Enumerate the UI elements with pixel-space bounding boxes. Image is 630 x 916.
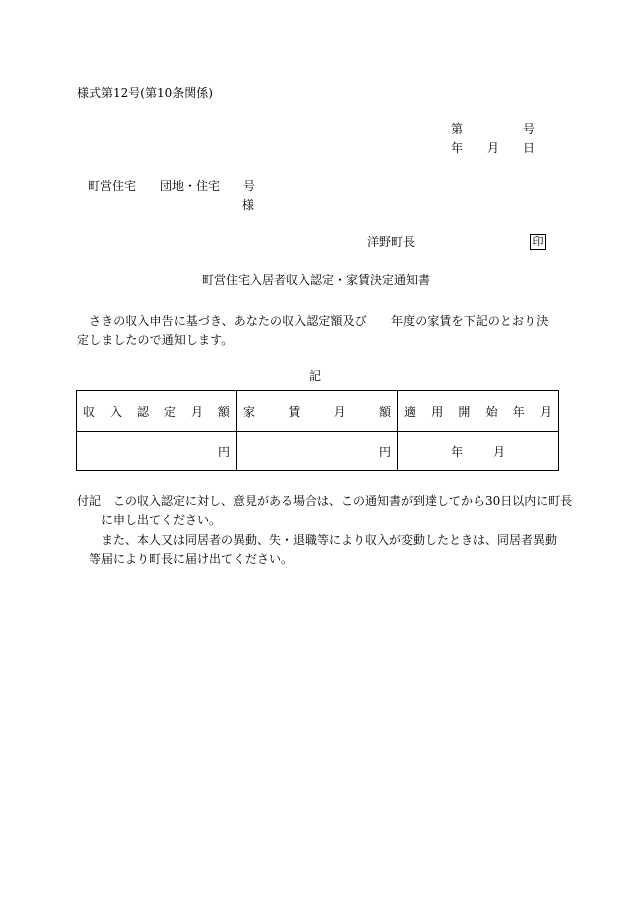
header-rent-amount-label <box>243 403 391 420</box>
date-month-label: 月 <box>487 141 500 155</box>
date-year-label: 年 <box>451 141 464 155</box>
header-income-amount-label <box>83 403 230 420</box>
start-month-unit: 月 <box>493 444 506 459</box>
document-number-suffix: 号 <box>523 122 536 136</box>
seal-mark: 印 <box>530 234 546 250</box>
header-income-amount <box>77 391 237 432</box>
form-number: 様式第12号(第10条関係) <box>77 86 213 100</box>
header-start-char: 年 <box>512 404 525 419</box>
header-start-char: 開 <box>458 404 471 419</box>
header-start-char: 用 <box>431 404 444 419</box>
addressee-honorific: 様 <box>242 198 255 212</box>
supplementary-note-line4: 等届により町長に届け出てください。 <box>89 552 294 566</box>
body-text: さきの収入申告に基づき、あなたの収入認定額及び 年度の家賃を下記のとおり決定しましたので通知します。 <box>77 314 549 347</box>
notice-table <box>76 390 559 471</box>
housing-complex: 団地・住宅 <box>160 179 221 193</box>
rent-yen-unit: 円 <box>378 444 391 459</box>
supplementary-note-line3: また、本人又は同居者の異動、失・退職等により収入が変動したときは、同居者異動 <box>101 533 558 547</box>
unit-number-suffix: 号 <box>243 179 256 193</box>
header-start-char: 始 <box>485 404 498 419</box>
housing-type: 町営住宅 <box>88 179 137 193</box>
rent-amount-cell[interactable] <box>237 432 398 471</box>
table-header-row <box>77 391 559 432</box>
header-income-char: 定 <box>163 404 176 419</box>
header-start-char: 月 <box>539 404 552 419</box>
start-year-unit: 年 <box>450 444 463 459</box>
income-amount-cell[interactable] <box>77 432 237 471</box>
header-income-char: 月 <box>190 404 203 419</box>
header-start-char: 適 <box>404 404 417 419</box>
income-yen-unit: 円 <box>217 444 230 459</box>
header-rent-char: 額 <box>378 404 391 419</box>
start-date-cell[interactable] <box>398 432 559 471</box>
document-title: 町営住宅入居者収入認定・家賃決定通知書 <box>202 273 431 287</box>
addressee <box>88 180 258 194</box>
header-income-char: 入 <box>109 404 122 419</box>
table-row <box>77 432 559 471</box>
document-number <box>451 123 535 137</box>
header-rent-char: 月 <box>333 404 346 419</box>
header-start-date <box>398 391 559 432</box>
supplementary-note-line2: に申し出てください。 <box>101 513 222 527</box>
header-rent-char: 賃 <box>288 404 301 419</box>
ki-heading: 記 <box>309 369 322 383</box>
header-income-char: 額 <box>217 404 230 419</box>
sender-name: 洋野町長 <box>367 235 416 249</box>
supplementary-note-line1: 付記 この収入認定に対し、意見がある場合は、この通知書が到達してから30日以内に町長 <box>77 494 573 508</box>
issue-date <box>451 142 535 156</box>
document-number-prefix: 第 <box>451 122 464 136</box>
date-day-label: 日 <box>523 141 536 155</box>
header-income-char: 認 <box>136 404 149 419</box>
header-rent-amount <box>237 391 398 432</box>
header-income-char: 収 <box>83 404 96 419</box>
header-start-date-label <box>404 403 552 420</box>
header-rent-char: 家 <box>243 404 256 419</box>
